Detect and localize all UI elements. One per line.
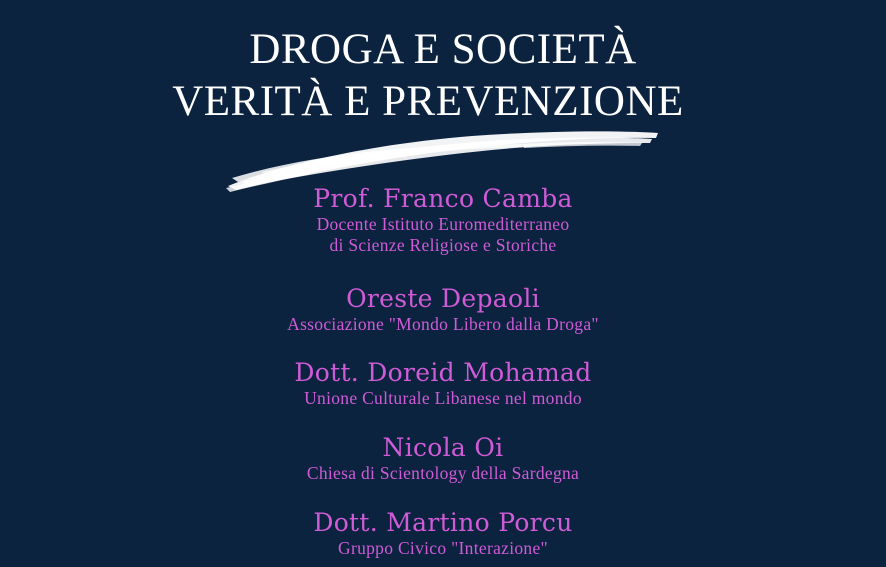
- speaker-name: Nicola Oi: [382, 433, 504, 462]
- speaker-1: [0, 184, 886, 256]
- speaker-role-line: Chiesa di Scientology della Sardegna: [306, 463, 580, 483]
- speaker-2: [0, 284, 886, 335]
- speaker-4: [0, 433, 886, 484]
- title-line-2: VERITÀ E PREVENZIONE: [172, 78, 684, 125]
- speaker-role-line: Gruppo Civico "Interazione": [338, 538, 548, 558]
- speaker-role-line: Docente Istituto Euromediterraneo: [316, 214, 570, 234]
- speaker-name: Oreste Depaoli: [346, 284, 540, 313]
- speaker-name: Dott. Martino Porcu: [313, 508, 573, 537]
- speaker-3: [0, 358, 886, 409]
- title-line-1: DROGA E SOCIETÀ: [249, 26, 637, 73]
- speaker-name: Dott. Doreid Mohamad: [294, 358, 592, 387]
- speaker-role-line: di Scienze Religiose e Storiche: [329, 235, 557, 255]
- speaker-name: Prof. Franco Camba: [313, 184, 573, 213]
- speaker-role-line: Unione Culturale Libanese nel mondo: [304, 388, 582, 408]
- speaker-role-line: Associazione "Mondo Libero dalla Droga": [287, 314, 599, 334]
- speaker-5: [0, 508, 886, 559]
